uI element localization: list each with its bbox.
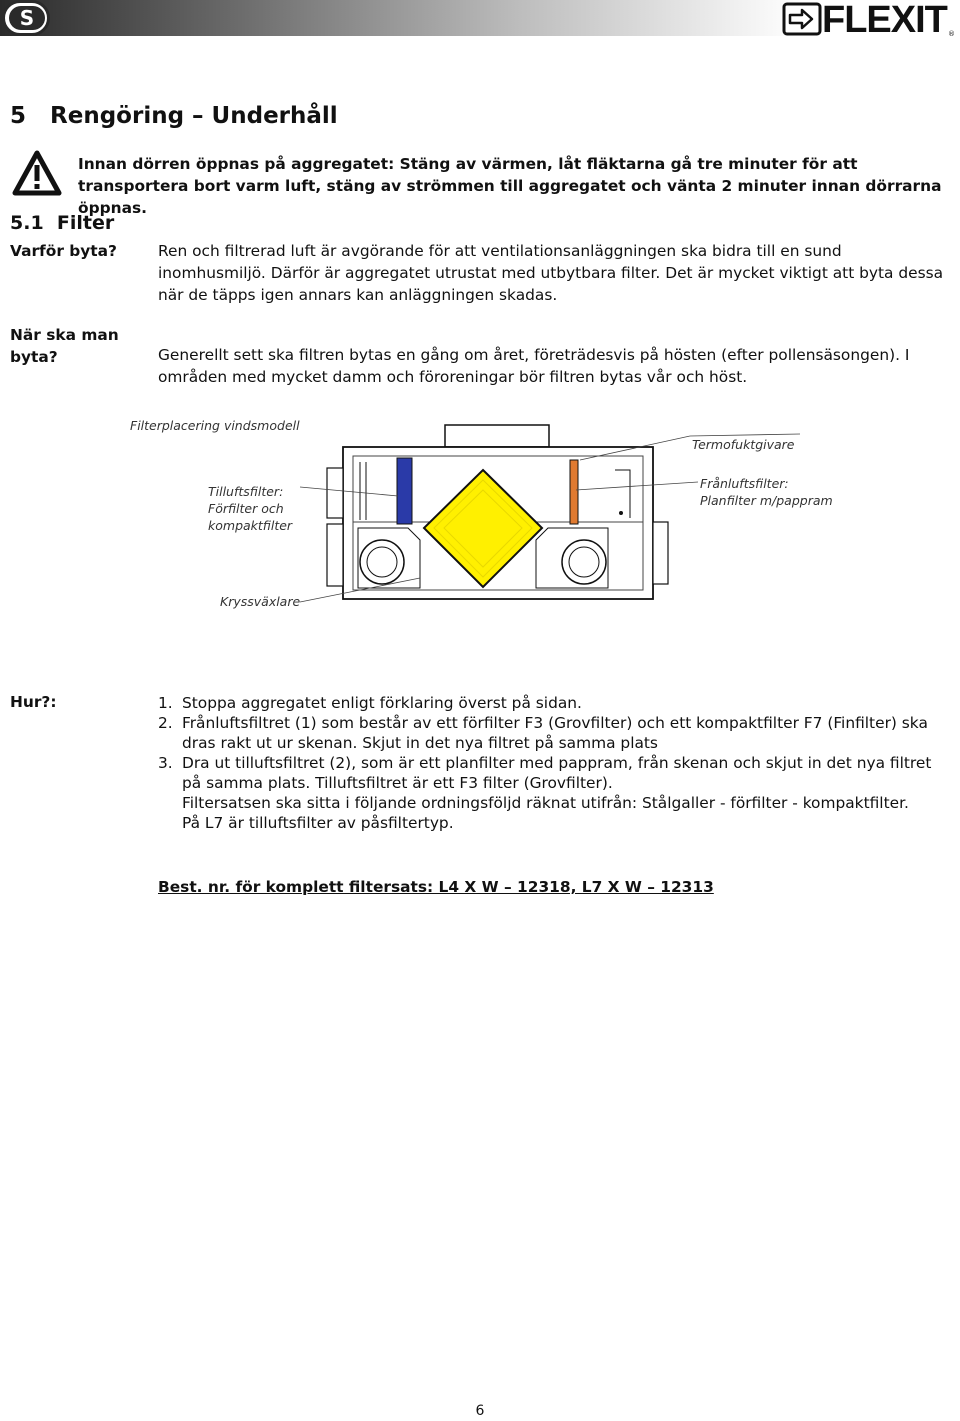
step-number: 2.	[158, 714, 173, 732]
filter-order-note: Filtersatsen ska sitta i följande ordningsföljd räknat utifrån: Stålgaller - förfilter - kompaktfilter.	[182, 794, 909, 812]
label-sensor: Termofuktgivare	[692, 437, 795, 452]
step-number: 3.	[158, 754, 173, 772]
warning-icon	[12, 150, 62, 196]
top-duct	[445, 425, 549, 447]
supply-filter	[397, 458, 412, 524]
left-connector-top	[327, 468, 343, 518]
subsection-heading: 5.1 Filter	[10, 212, 115, 234]
language-badge	[2, 0, 50, 36]
step-number: 1.	[158, 694, 173, 712]
header-bar	[0, 0, 800, 36]
label-exchanger: Kryssväxlare	[220, 594, 301, 609]
label-supply-filter-2: Förfilter och	[208, 501, 284, 516]
steps-list	[158, 693, 948, 833]
when-label: När ska man byta?	[10, 326, 119, 366]
when-text: Generellt sett ska filtren bytas en gång om året, företrädesvis på hösten (efter pollensäsongen). I områden med mycket damm och föroreningar bör filtren bytas vår och höst.	[158, 346, 910, 386]
list-item	[158, 713, 948, 753]
warning-text: Innan dörren öppnas på aggregatet: Stäng av värmen, låt fläktarna gå tre minuter för att transportera bort varm luft, stäng av strömmen till aggregatet och vänta 2 minuter innan dörrarna öppnas.	[78, 155, 942, 217]
diagram-caption: Filterplacering vindsmodell	[130, 418, 300, 433]
right-connector	[653, 522, 668, 584]
exhaust-filter	[570, 460, 578, 524]
page-number: 6	[475, 1403, 485, 1419]
step-text: Dra ut tilluftsfiltret (2), som är ett planfilter med pappram, från skenan och skjut in det nya filtret på samma plats. Tilluftsfiltret är ett F3 filter (Grovfilter).	[182, 754, 932, 792]
label-supply-filter-1: Tilluftsfilter:	[208, 484, 284, 499]
language-code: S	[9, 6, 45, 30]
why-label: Varför byta?	[10, 242, 117, 260]
order-number: Best. nr. för komplett filtersats: L4 X W – 12318, L7 X W – 12313	[158, 878, 714, 896]
label-supply-filter-3: kompaktfilter	[208, 518, 293, 533]
brand-name: FLEXIT	[822, 0, 947, 41]
trademark-symbol: ®	[948, 30, 955, 38]
how-label: Hur?:	[10, 693, 57, 711]
step-text: Stoppa aggregatet enligt förklaring överst på sidan.	[182, 694, 582, 712]
filter-placement-diagram	[120, 410, 840, 620]
list-item	[158, 693, 948, 713]
l7-note: På L7 är tilluftsfilter av påsfiltertyp.	[182, 814, 454, 832]
label-exhaust-filter-1: Frånluftsfilter:	[700, 476, 789, 491]
left-connector-bottom	[327, 524, 343, 586]
label-exhaust-filter-2: Planfilter m/pappram	[700, 493, 833, 508]
why-text: Ren och filtrerad luft är avgörande för att ventilationsanläggningen ska bidra till en sund inomhusmiljö. Därför är aggregatet utrustat med utbytbara filter. Det är mycket viktigt att byta dessa när de täpps igen annars kan anläggningen skadas.	[158, 242, 944, 304]
section-title: 5 Rengöring – Underhåll	[10, 103, 338, 129]
list-item	[158, 753, 948, 793]
flexit-logo-icon	[782, 2, 822, 36]
step-text: Frånluftsfiltret (1) som består av ett förfilter F3 (Grovfilter) och ett kompaktfilter F7 (Finfilter) ska dras rakt ut ur skenan. Skjut in det nya filtret på samma plats	[182, 714, 928, 752]
